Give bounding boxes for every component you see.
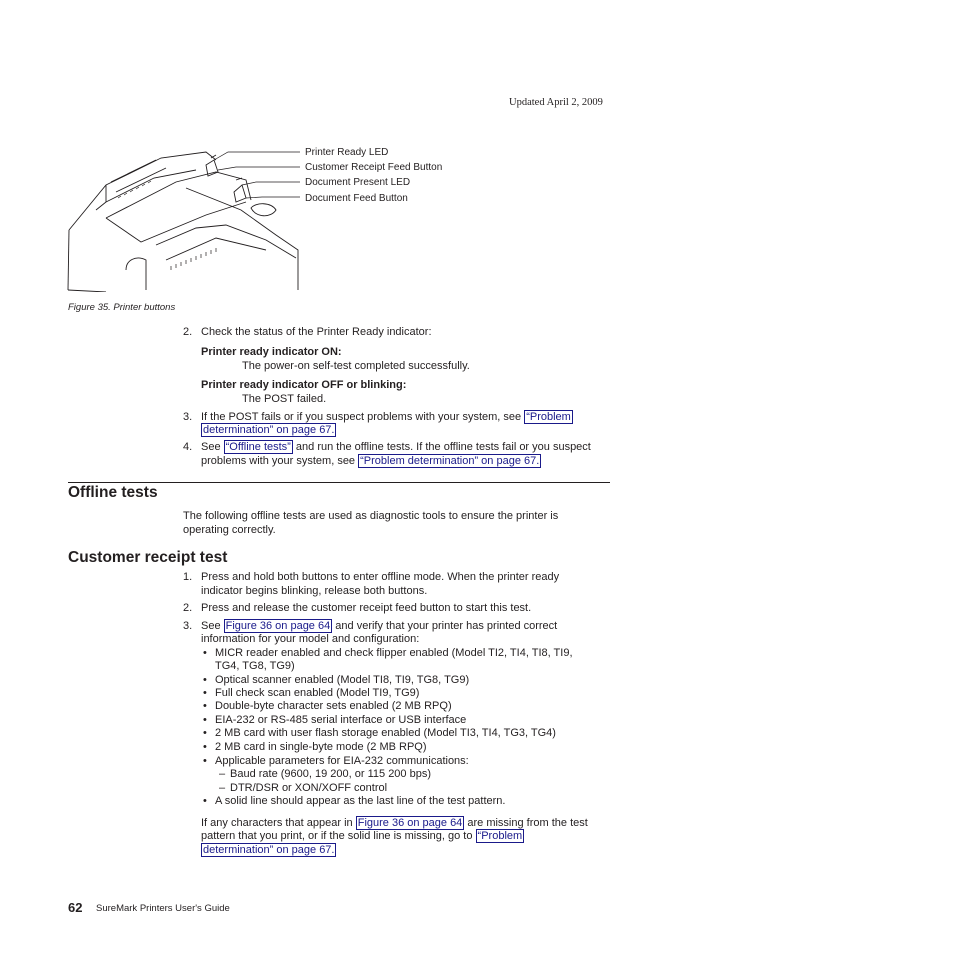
final-para-line-2 (201, 829, 524, 843)
callout-document-present-led: Document Present LED (305, 177, 411, 188)
bullet-mark: • (203, 647, 207, 659)
final-para-line-3 (201, 843, 336, 857)
step-number: 4. (183, 441, 193, 453)
step-text: See (201, 441, 221, 453)
footer-title: SureMark Printers User's Guide (96, 903, 230, 914)
bullet-mark: • (203, 700, 207, 712)
problem-determination-link-2[interactable]: “Problem determination” on page 67. (360, 455, 540, 467)
step-number: 2. (183, 326, 193, 338)
updated-date: Updated April 2, 2009 (509, 97, 603, 108)
para-text: pattern that you print, or if the solid line is missing, go to (201, 830, 473, 842)
callout-document-feed-button: Document Feed Button (305, 193, 408, 204)
bullet-mark: • (203, 687, 207, 699)
receipt-step-3-line-2: information for your model and configuration: (201, 633, 420, 645)
step-3-line-2 (201, 423, 336, 437)
dash-mark: – (219, 768, 226, 780)
problem-determination-link-3-cont[interactable]: determination” on page 67. (203, 844, 335, 856)
step-3 (183, 410, 573, 424)
printer-illustration (66, 140, 316, 292)
dash-mark: – (219, 782, 226, 794)
figure-caption: Figure 35. Printer buttons (68, 302, 176, 313)
indicator-off-text: The POST failed. (242, 393, 327, 405)
figure-36-link-2[interactable]: Figure 36 on page 64 (357, 817, 463, 829)
para-text: are missing from the test (467, 817, 588, 829)
bullet-item-cont: TG4, TG8, TG9) (215, 660, 295, 672)
indicator-on-label: Printer ready indicator ON: (201, 346, 342, 358)
section-divider (68, 482, 610, 483)
step-text: Check the status of the Printer Ready indicator: (201, 326, 432, 338)
receipt-step-2 (183, 601, 531, 615)
page-number: 62 (68, 900, 83, 915)
step-number: 2. (183, 602, 193, 614)
step-text: Press and hold both buttons to enter offline mode. When the printer ready (201, 571, 560, 583)
offline-tests-link[interactable]: “Offline tests” (225, 441, 291, 453)
step-text: See (201, 620, 221, 632)
customer-receipt-heading: Customer receipt test (68, 549, 228, 566)
problem-determination-link-3[interactable]: “Problem (477, 830, 523, 842)
bullet-item: EIA-232 or RS-485 serial interface or USB interface (215, 714, 467, 726)
step-4-line-2 (201, 454, 541, 468)
problem-determination-link[interactable]: “Problem (526, 411, 571, 423)
bullet-mark: • (203, 795, 207, 807)
step-text: problems with your system, see (201, 455, 356, 467)
receipt-step-1 (183, 570, 559, 584)
step-text: and verify that your printer has printed correct (335, 620, 558, 632)
step-text: and run the offline tests. If the offline tests fail or you suspect (295, 441, 591, 453)
bullet-item: Applicable parameters for EIA-232 communications: (215, 755, 469, 767)
dash-item: Baud rate (9600, 19 200, or 115 200 bps) (230, 768, 431, 780)
offline-para-line-1: The following offline tests are used as diagnostic tools to ensure the printer is (183, 510, 559, 522)
receipt-step-1-line-2: indicator begins blinking, release both buttons. (201, 585, 428, 597)
offline-tests-heading: Offline tests (68, 484, 158, 501)
bullet-item: Full check scan enabled (Model TI9, TG9) (215, 687, 420, 699)
bullet-item: 2 MB card with user flash storage enabled (Model TI3, TI4, TG3, TG4) (215, 727, 556, 739)
bullet-mark: • (203, 741, 207, 753)
dash-item: DTR/DSR or XON/XOFF control (230, 782, 388, 794)
bullet-mark: • (203, 755, 207, 767)
bullet-item: Double-byte character sets enabled (2 MB RPQ) (215, 700, 452, 712)
receipt-step-3 (183, 619, 557, 633)
para-text: If any characters that appear in (201, 817, 353, 829)
callout-receipt-feed-button: Customer Receipt Feed Button (305, 162, 443, 173)
bullet-mark: • (203, 714, 207, 726)
bullet-mark: • (203, 727, 207, 739)
final-para-line-1 (201, 816, 588, 830)
step-4 (183, 440, 591, 454)
step-2 (183, 325, 432, 339)
bullet-mark: • (203, 674, 207, 686)
bullet-item: Optical scanner enabled (Model TI8, TI9, TG8, TG9) (215, 674, 470, 686)
step-number: 1. (183, 571, 193, 583)
figure-36-link[interactable]: Figure 36 on page 64 (225, 620, 331, 632)
step-text: Press and release the customer receipt feed button to start this test. (201, 602, 532, 614)
bullet-item: A solid line should appear as the last line of the test pattern. (215, 795, 506, 807)
step-text: If the POST fails or if you suspect problems with your system, see (201, 411, 522, 423)
indicator-on-text: The power-on self-test completed successfully. (242, 360, 470, 372)
step-number: 3. (183, 411, 193, 423)
offline-para-line-2: operating correctly. (183, 524, 276, 536)
bullet-item: MICR reader enabled and check flipper enabled (Model TI2, TI4, TI8, TI9, (215, 647, 573, 659)
indicator-off-label: Printer ready indicator OFF or blinking: (201, 379, 407, 391)
step-number: 3. (183, 620, 193, 632)
bullet-item: 2 MB card in single-byte mode (2 MB RPQ) (215, 741, 427, 753)
callout-printer-ready-led: Printer Ready LED (305, 147, 389, 158)
problem-determination-link-cont[interactable]: determination” on page 67. (203, 424, 335, 436)
